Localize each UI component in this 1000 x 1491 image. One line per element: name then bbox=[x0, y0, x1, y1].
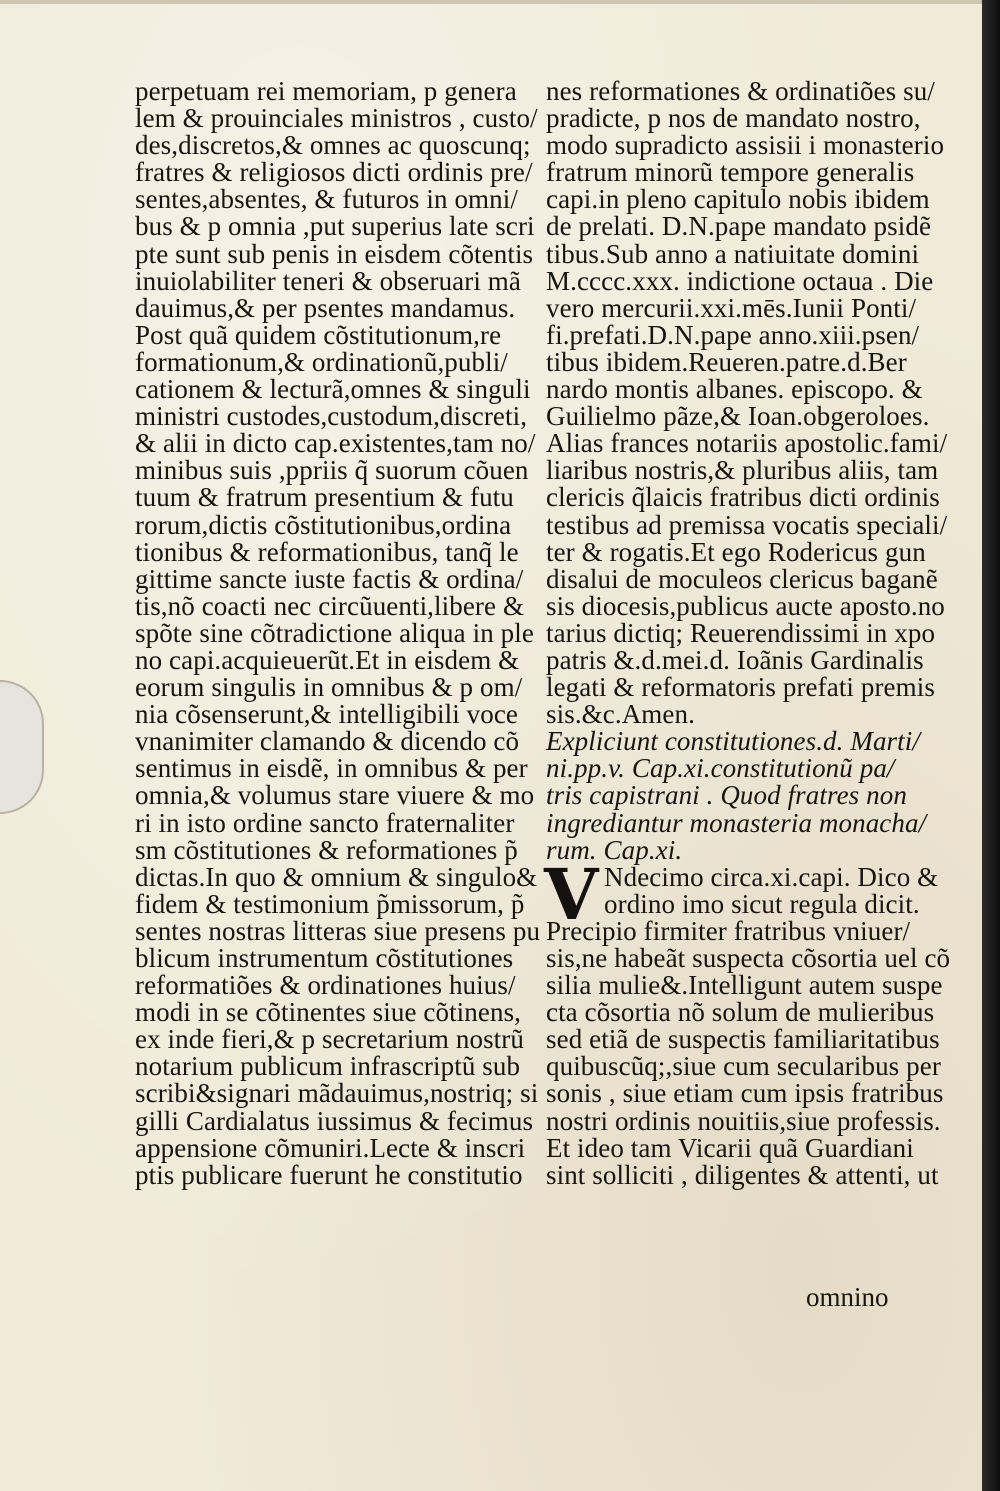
text-line: disalui de moculeos clericus baganẽ bbox=[546, 563, 938, 594]
text-line: fi.prefati.D.N.pape anno.xiii.psen/ bbox=[546, 319, 920, 350]
text-line: de prelati. D.N.pape mandato psidẽ bbox=[546, 211, 932, 242]
heading-line: rum. Cap.xi. bbox=[546, 834, 683, 865]
text-line: modo supradicto assisii i monasterio bbox=[546, 130, 945, 161]
text-line: tarius dictiq; Reuerendissimi in xpo bbox=[546, 617, 936, 648]
text-line: Guilielmo pãze,& Ioan.obgeroloes. bbox=[546, 401, 930, 432]
text-line: dictas.In quo & omnium & singulo& bbox=[135, 861, 538, 892]
right-column-top-text bbox=[546, 78, 966, 728]
text-line: pradicte, p nos de mandato nostro, bbox=[546, 103, 921, 134]
text-line: vero mercurii.xxi.mēs.Iunii Ponti/ bbox=[546, 292, 917, 323]
text-line: cationem & lecturã,omnes & singuli bbox=[135, 374, 531, 405]
text-line: lem & prouinciales ministros , custo/ bbox=[135, 103, 538, 134]
paper-clip bbox=[0, 680, 44, 814]
text-line: sentimus in eisdẽ, in omnibus & per bbox=[135, 753, 528, 784]
text-line: quibuscũq;,siue cum secularibus per bbox=[546, 1051, 941, 1082]
text-line: legati & reformatoris prefati premis bbox=[546, 672, 935, 703]
text-line: sed etiã de suspectis familiaritatibus bbox=[546, 1024, 940, 1055]
text-line: Precipio firmiter fratribus vniuer/ bbox=[546, 915, 911, 946]
heading-line: tris capistrani . Quod fratres non bbox=[546, 780, 907, 811]
text-line: sis diocesis,publicus aucte aposto.no bbox=[546, 590, 945, 621]
right-column-italic-heading bbox=[546, 728, 966, 863]
text-line: tionibus & reformationibus, tanq̃ le bbox=[135, 536, 519, 567]
text-line: sentes,absentes, & futuros in omni/ bbox=[135, 184, 518, 215]
text-line: ministri custodes,custodum,discreti, bbox=[135, 401, 528, 432]
text-line: sis.&c.Amen. bbox=[546, 699, 695, 730]
text-line: no capi.acquieuerũt.Et in eisdem & bbox=[135, 644, 520, 675]
heading-line: ni.pp.v. Cap.xi.constitutionũ pa/ bbox=[546, 753, 895, 784]
heading-line: ingrediantur monasteria monacha/ bbox=[546, 807, 927, 838]
text-line: spõte sine cõtradictione aliqua in ple bbox=[135, 617, 534, 648]
text-line: Et ideo tam Vicarii quã Guardiani bbox=[546, 1132, 914, 1163]
text-line: modi in se cõtinentes siue cõtinens, bbox=[135, 997, 522, 1028]
text-line: & alii in dicto cap.existentes,tam no/ bbox=[135, 428, 536, 459]
text-line: fratres & religiosos dicti ordinis pre/ bbox=[135, 157, 533, 188]
chapter-first-lines bbox=[546, 861, 966, 919]
text-line: fratrum minorũ tempore generalis bbox=[546, 157, 915, 188]
text-line: nostri ordinis nouitiis,siue professis. bbox=[546, 1105, 941, 1136]
text-line: rorum,dictis cõstitutionibus,ordina bbox=[135, 509, 512, 540]
text-line: tis,nõ coacti nec circũuenti,libere & bbox=[135, 590, 525, 621]
text-line: reformatiões & ordinationes huius/ bbox=[135, 970, 516, 1001]
text-line: gittime sancte iuste factis & ordina/ bbox=[135, 563, 524, 594]
text-line: liaribus nostris,& pluribus aliis, tam bbox=[546, 455, 939, 486]
text-line: ptis publicare fuerunt he constitutio bbox=[135, 1159, 523, 1190]
heading-line: Expliciunt constitutiones.d. Marti/ bbox=[546, 726, 920, 757]
text-line: sint solliciti , diligentes & attenti, ut bbox=[546, 1159, 939, 1190]
text-line: notarium publicum infrascriptũ sub bbox=[135, 1051, 521, 1082]
text-line: silia mulie&.Intelligunt autem suspe bbox=[546, 970, 943, 1001]
text-line: scribi&signari mãdauimus,nostriq; si bbox=[135, 1078, 539, 1109]
text-line: tibus ibidem.Reueren.patre.d.Ber bbox=[546, 346, 907, 377]
text-line: Ndecimo circa.xi.capi. Dico & bbox=[604, 861, 939, 892]
text-line: sm cõstitutiones & reformationes p̃ bbox=[135, 834, 518, 865]
text-line: formationum,& ordinationũ,publi/ bbox=[135, 346, 508, 377]
text-line: inuiolabiliter teneri & obseruari mã bbox=[135, 265, 521, 296]
text-line: fidem & testimonium p̃missorum, p̃ bbox=[135, 888, 525, 919]
text-line: sentes nostras litteras siue presens pu bbox=[135, 915, 541, 946]
text-line: ordino imo sicut regula dicit. bbox=[604, 888, 920, 919]
text-line: perpetuam rei memoriam, p genera bbox=[135, 76, 517, 106]
text-line: blicum instrumentum cõstitutiones bbox=[135, 943, 514, 973]
text-line: bus & p omnia ,put superius late scri bbox=[135, 211, 535, 242]
text-line: Post quã quidem cõstitutionum,re bbox=[135, 319, 502, 350]
catchword: omnino bbox=[806, 1282, 889, 1312]
text-line: tibus.Sub anno a natiuitate domini bbox=[546, 238, 920, 269]
text-line: gilli Cardialatus iussimus & fecimus bbox=[135, 1105, 534, 1136]
text-line: appensione cõmuniri.Lecte & inscri bbox=[135, 1132, 526, 1163]
right-column-chapter-text bbox=[546, 915, 966, 1190]
text-line: ri in isto ordine sancto fraternaliter bbox=[135, 807, 515, 838]
text-line: dauimus,& per psentes mandamus. bbox=[135, 292, 516, 323]
text-line: patris &.d.mei.d. Ioãnis Gardinalis bbox=[546, 644, 924, 675]
text-line: minibus suis ,ppriis q̃ suorum cõuen bbox=[135, 455, 529, 486]
text-line: testibus ad premissa vocatis speciali/ bbox=[546, 509, 948, 540]
right-text-column bbox=[546, 78, 966, 1189]
drop-cap-initial: V bbox=[544, 852, 599, 936]
text-line: capi.in pleno capitulo nobis ibidem bbox=[546, 184, 930, 215]
text-line: pte sunt sub penis in eisdem cõtentis bbox=[135, 238, 534, 269]
text-line: ex inde fieri,& p secretarium nostrũ bbox=[135, 1024, 524, 1055]
text-line: omnia,& volumus stare viuere & mo bbox=[135, 780, 535, 811]
text-line: M.cccc.xxx. indictione octaua . Die bbox=[546, 265, 934, 296]
page-top-edge bbox=[0, 0, 1000, 4]
page-right-edge bbox=[982, 0, 1000, 1491]
left-text-column bbox=[135, 78, 545, 1189]
text-line: ter & rogatis.Et ego Rodericus gun bbox=[546, 536, 926, 567]
text-line: cta cõsortia nõ solum de mulieribus bbox=[546, 997, 935, 1028]
text-line: des,discretos,& omnes ac quoscunq; bbox=[135, 130, 531, 161]
text-line: nia cõsenserunt,& intelligibili voce bbox=[135, 699, 519, 730]
text-line: vnanimiter clamando & dicendo cõ bbox=[135, 726, 520, 757]
text-line: tuum & fratrum presentium & futu bbox=[135, 482, 514, 513]
text-line: nardo montis albanes. episcopo. & bbox=[546, 374, 923, 405]
text-line: eorum singulis in omnibus & p om/ bbox=[135, 672, 523, 703]
text-line: sonis , siue etiam cum ipsis fratribus bbox=[546, 1078, 944, 1109]
text-line: nes reformationes & ordinatiões su/ bbox=[546, 76, 935, 106]
text-line: clericis q̃laicis fratribus dicti ordinis bbox=[546, 482, 940, 513]
text-line: Alias frances notariis apostolic.fami/ bbox=[546, 428, 948, 459]
text-line: sis,ne habeãt suspecta cõsortia uel cõ bbox=[546, 943, 951, 973]
